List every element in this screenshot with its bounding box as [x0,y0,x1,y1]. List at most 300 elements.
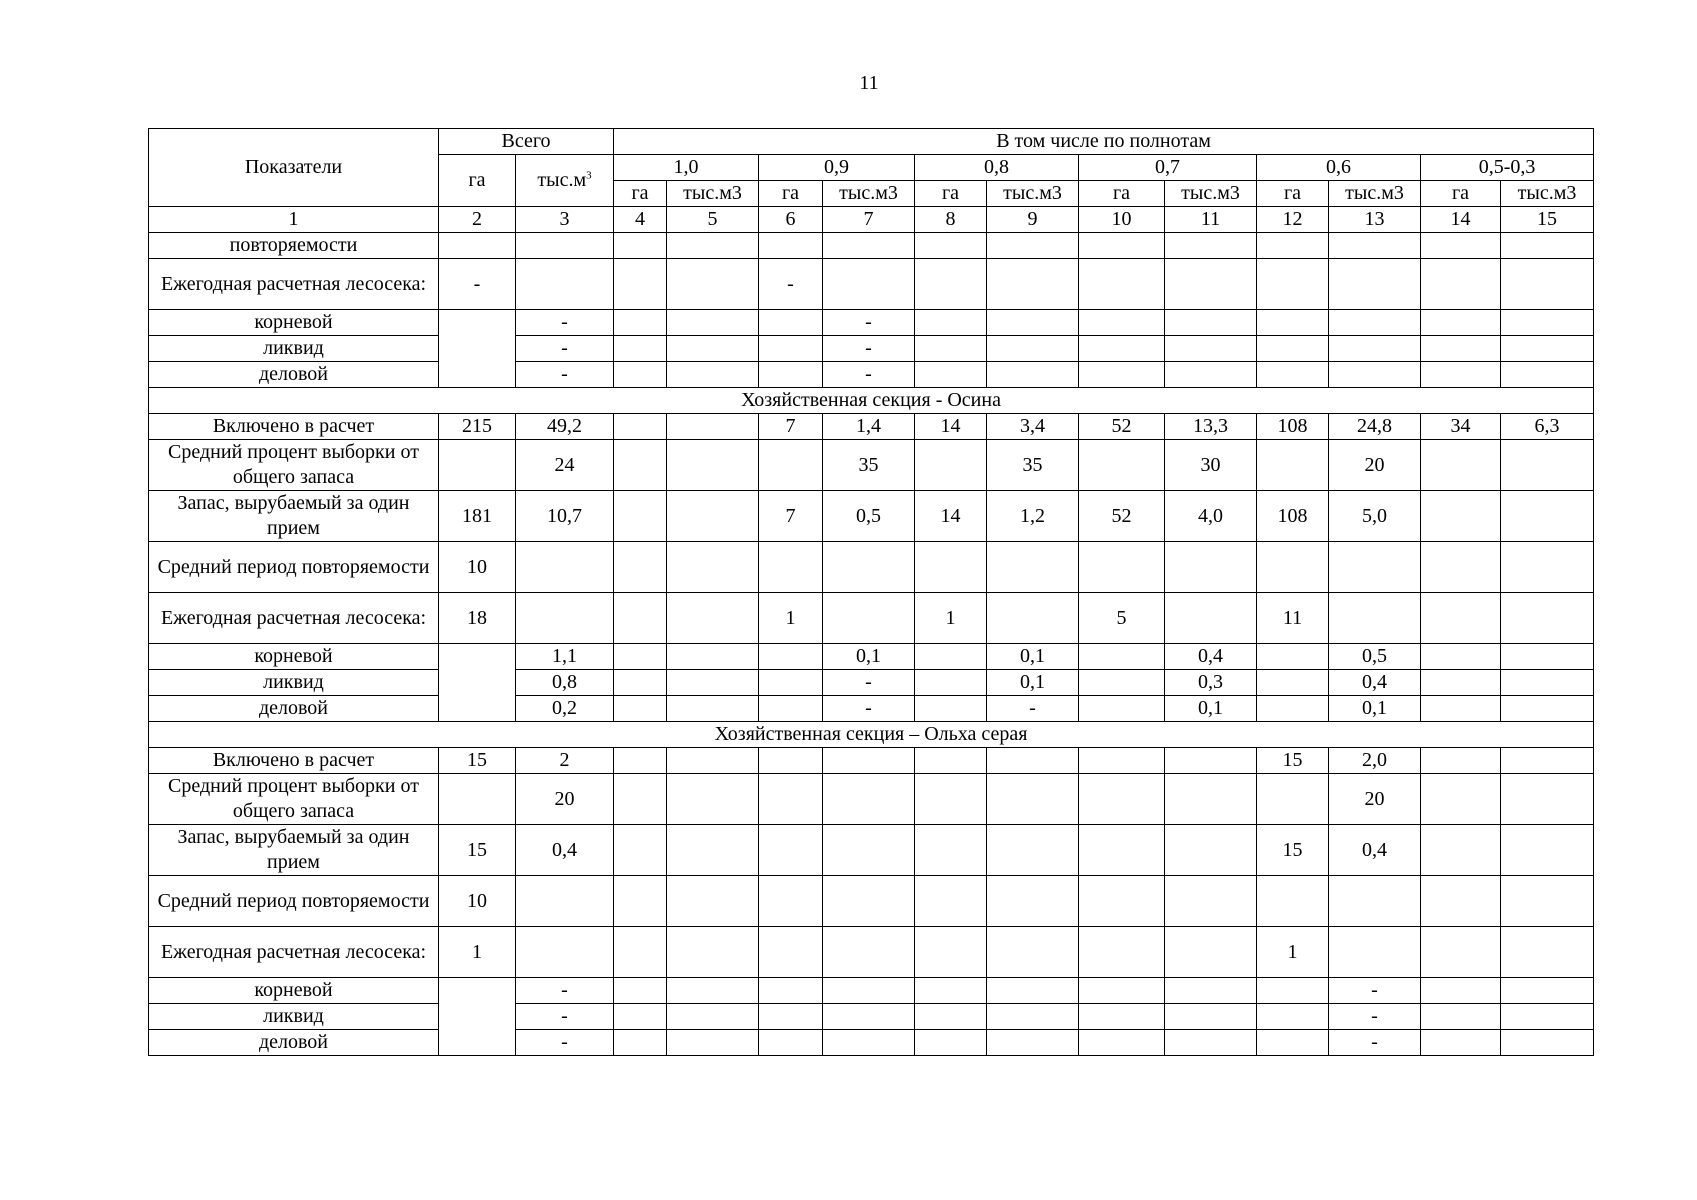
table-cell [1079,542,1165,593]
table-cell [1165,876,1257,927]
table-cell [614,593,667,644]
table-cell [439,440,516,491]
table-cell: - [516,336,614,362]
table-cell [614,696,667,722]
column-number: 8 [915,207,987,233]
table-cell: 0,8 [516,670,614,696]
section-title: Хозяйственная секция - Осина [149,388,1594,414]
table-cell [614,774,667,825]
table-cell: 24,8 [1329,414,1421,440]
table-cell [667,362,759,388]
table-cell [759,542,823,593]
table-cell [1421,259,1501,310]
table-cell [823,233,915,259]
table-cell [667,259,759,310]
table-cell [1421,1030,1501,1056]
table-cell [759,336,823,362]
merged-ha-cell [439,978,516,1056]
table-cell: 0,4 [1165,644,1257,670]
table-cell: - [516,1030,614,1056]
table-cell [915,440,987,491]
table-cell [823,927,915,978]
table-cell [516,233,614,259]
table-cell [915,233,987,259]
table-cell [614,310,667,336]
table-cell: 52 [1079,491,1165,542]
column-number: 6 [759,207,823,233]
table-cell: - [759,259,823,310]
table-cell [1329,336,1421,362]
table-cell: 20 [516,774,614,825]
table-cell [1165,310,1257,336]
table-row [149,593,1594,644]
table-cell [667,748,759,774]
row-label: Средний процент выборки от общего запаса [149,440,439,491]
table-cell: 15 [1257,825,1329,876]
table-cell: 35 [987,440,1079,491]
table-row [149,310,1594,336]
table-cell [1165,825,1257,876]
table-cell [1329,593,1421,644]
table-cell [915,978,987,1004]
column-number: 9 [987,207,1079,233]
table-cell [439,774,516,825]
row-label: ликвид [149,1004,439,1030]
table-cell: 7 [759,414,823,440]
table-cell [987,774,1079,825]
table-cell [1257,696,1329,722]
table-cell: - [516,978,614,1004]
table-cell [1257,336,1329,362]
table-cell [1421,440,1501,491]
table-cell [667,1004,759,1030]
table-cell: 0,3 [1165,670,1257,696]
table-cell: 24 [516,440,614,491]
table-cell [1501,927,1594,978]
table-cell [759,1030,823,1056]
table-cell [1421,1004,1501,1030]
table-cell [823,1030,915,1056]
table-cell: - [823,670,915,696]
table-cell [1165,774,1257,825]
table-cell: 4,0 [1165,491,1257,542]
table-cell [1079,670,1165,696]
table-cell [759,440,823,491]
table-cell [915,259,987,310]
table-cell: - [823,310,915,336]
table-cell: 30 [1165,440,1257,491]
table-cell [614,542,667,593]
table-cell [987,1004,1079,1030]
table-cell [614,440,667,491]
table-cell [1079,774,1165,825]
table-cell [915,1030,987,1056]
table-cell [1079,310,1165,336]
table-cell: 35 [823,440,915,491]
table-cell [1421,876,1501,927]
header-density: 0,5-0,3 [1421,155,1594,181]
table-cell [1079,748,1165,774]
table-cell: - [823,696,915,722]
table-row [149,336,1594,362]
table-cell [667,491,759,542]
row-label: деловой [149,362,439,388]
table-cell [987,233,1079,259]
table-cell [1079,362,1165,388]
table-cell [1079,233,1165,259]
table-cell [1329,876,1421,927]
table-cell [823,542,915,593]
table-cell [614,1030,667,1056]
table-cell [759,978,823,1004]
merged-ha-cell [439,310,516,388]
table-cell: 1,1 [516,644,614,670]
table-cell: - [1329,1030,1421,1056]
table-cell [759,748,823,774]
header-unit-volume: тыс.м3 [987,181,1079,207]
table-cell [1257,644,1329,670]
table-cell [1421,927,1501,978]
header-unit-ha: га [1421,181,1501,207]
table-cell [915,310,987,336]
table-cell [1079,1030,1165,1056]
table-cell [1257,542,1329,593]
table-cell [1501,825,1594,876]
header-unit-ha: га [759,181,823,207]
row-label: ликвид [149,336,439,362]
table-cell [1165,748,1257,774]
table-cell [614,1004,667,1030]
header-unit-ha: га [1079,181,1165,207]
table-cell [1501,696,1594,722]
row-label: Ежегодная расчетная лесосека: [149,593,439,644]
column-number: 3 [516,207,614,233]
column-number: 15 [1501,207,1594,233]
table-row [149,927,1594,978]
table-cell: 108 [1257,414,1329,440]
table-cell [1501,233,1594,259]
table-cell [667,593,759,644]
table-cell: - [439,259,516,310]
table-body [149,233,1594,1056]
table-cell [915,1004,987,1030]
table-cell: 1 [915,593,987,644]
table-cell: 6,3 [1501,414,1594,440]
table-cell [1165,336,1257,362]
table-cell: 13,3 [1165,414,1257,440]
table-cell: - [516,1004,614,1030]
header-unit-volume: тыс.м3 [1501,181,1594,207]
table-cell [614,362,667,388]
table-row [149,233,1594,259]
table-cell [1501,310,1594,336]
table-cell: 2,0 [1329,748,1421,774]
table-cell [915,825,987,876]
table-cell [987,927,1079,978]
table-cell [1421,825,1501,876]
table-cell [667,310,759,336]
column-number: 12 [1257,207,1329,233]
table-cell [667,670,759,696]
table-cell [759,233,823,259]
table-cell: 15 [439,825,516,876]
table-row [149,876,1594,927]
table-cell [1079,825,1165,876]
table-cell [987,876,1079,927]
table-cell [987,542,1079,593]
table-cell [1165,233,1257,259]
table-cell: 1 [759,593,823,644]
table-cell [1079,336,1165,362]
table-row [149,748,1594,774]
table-cell [1079,876,1165,927]
table-cell: 0,1 [823,644,915,670]
table-cell [987,748,1079,774]
section-row [149,388,1594,414]
table-cell: 18 [439,593,516,644]
table-cell [1501,876,1594,927]
table-cell [915,696,987,722]
table-cell [1257,259,1329,310]
table-cell [1421,542,1501,593]
table-cell: 0,1 [1329,696,1421,722]
header-unit-ha: га [614,181,667,207]
table-row [149,644,1594,670]
table-cell: - [516,310,614,336]
row-label: Ежегодная расчетная лесосека: [149,259,439,310]
table-row [149,696,1594,722]
header-density: 0,8 [915,155,1079,181]
column-number: 5 [667,207,759,233]
table-cell: 1,4 [823,414,915,440]
header-unit-ha: га [915,181,987,207]
table-cell: - [823,362,915,388]
header-by-density: В том числе по полнотам [614,129,1594,155]
table-cell [987,593,1079,644]
table-cell [1501,978,1594,1004]
table-cell [1501,644,1594,670]
table-cell [1501,748,1594,774]
table-cell: 3,4 [987,414,1079,440]
table-cell [1329,542,1421,593]
table-row [149,1004,1594,1030]
table-cell: 0,2 [516,696,614,722]
table-cell [1329,259,1421,310]
table-cell [987,978,1079,1004]
row-label: Запас, вырубаемый за один прием [149,825,439,876]
table-cell [614,825,667,876]
table-cell [987,362,1079,388]
table-cell: - [1329,978,1421,1004]
table-cell [759,927,823,978]
header-unit-volume: тыс.м3 [667,181,759,207]
header-density: 0,9 [759,155,915,181]
header-density: 1,0 [614,155,759,181]
table-cell [614,336,667,362]
table-header [149,129,1594,233]
table-cell [1501,542,1594,593]
table-cell [1079,259,1165,310]
table-cell: 108 [1257,491,1329,542]
column-number: 14 [1421,207,1501,233]
column-number: 4 [614,207,667,233]
table-cell: 1 [1257,927,1329,978]
row-label: корневой [149,978,439,1004]
table-cell [1421,670,1501,696]
table-cell [614,748,667,774]
table-cell [667,696,759,722]
table-cell: 0,1 [1165,696,1257,722]
header-column-numbers [149,207,1594,233]
table-cell [823,825,915,876]
table-cell: 10,7 [516,491,614,542]
table-row [149,542,1594,593]
table-row [149,362,1594,388]
table-cell: - [1329,1004,1421,1030]
row-label: деловой [149,1030,439,1056]
table-cell [1421,233,1501,259]
table-cell [1329,362,1421,388]
row-label: ликвид [149,670,439,696]
table-cell [516,259,614,310]
table-cell [667,927,759,978]
table-row [149,825,1594,876]
header-total-ha: га [439,155,516,207]
table-cell [1501,593,1594,644]
table-cell [1421,696,1501,722]
table-cell [1079,440,1165,491]
table-row [149,491,1594,542]
header-total-volume: $тыс.м^3$ [516,155,614,207]
table-row [149,774,1594,825]
table-cell: 0,1 [987,670,1079,696]
table-cell: - [987,696,1079,722]
table-cell [1501,336,1594,362]
table-cell: 52 [1079,414,1165,440]
table-cell [1257,774,1329,825]
table-cell: 0,4 [1329,825,1421,876]
table-cell [987,825,1079,876]
table-cell [915,774,987,825]
table-cell [1421,362,1501,388]
table-cell [516,927,614,978]
table-cell [915,876,987,927]
table-cell [1079,978,1165,1004]
table-cell [1501,259,1594,310]
table-cell [823,774,915,825]
table-cell: 20 [1329,440,1421,491]
table-cell [1501,1030,1594,1056]
table-cell [1165,542,1257,593]
table-cell [1257,876,1329,927]
table-cell [1421,491,1501,542]
row-label: Включено в расчет [149,748,439,774]
table-cell [1165,362,1257,388]
table-cell [1257,978,1329,1004]
table-cell [915,748,987,774]
table-cell [1257,310,1329,336]
header-density: 0,7 [1079,155,1257,181]
table-cell [667,978,759,1004]
column-number: 7 [823,207,915,233]
table-cell [667,336,759,362]
table-cell [1501,1004,1594,1030]
table-cell: 181 [439,491,516,542]
table-row [149,259,1594,310]
table-cell [759,670,823,696]
column-number: 13 [1329,207,1421,233]
table-cell: 10 [439,542,516,593]
table-cell: 49,2 [516,414,614,440]
table-cell: 215 [439,414,516,440]
table-cell [1421,336,1501,362]
table-cell [1501,491,1594,542]
table-cell: 7 [759,491,823,542]
table-cell [759,310,823,336]
table-cell [1421,593,1501,644]
table-cell [1257,670,1329,696]
table-cell [823,978,915,1004]
table-cell [759,876,823,927]
table-cell: 14 [915,414,987,440]
merged-ha-cell [439,644,516,722]
row-label: повторяемости [149,233,439,259]
table-cell [987,336,1079,362]
table-cell [987,259,1079,310]
table-cell: 15 [1257,748,1329,774]
table-cell [516,542,614,593]
table-cell [1165,259,1257,310]
table-cell [1501,670,1594,696]
row-label: корневой [149,310,439,336]
table-cell: 0,5 [1329,644,1421,670]
table-cell [516,593,614,644]
table-cell [1079,696,1165,722]
table-cell [667,414,759,440]
table-cell [667,542,759,593]
table-cell [759,362,823,388]
table-cell [614,670,667,696]
table-cell [759,774,823,825]
forest-allowance-table [148,128,1594,1056]
table-cell [1329,233,1421,259]
table-cell: 15 [439,748,516,774]
table-row [149,978,1594,1004]
table-cell [823,748,915,774]
table-row [149,670,1594,696]
table-cell [915,542,987,593]
table-cell: 2 [516,748,614,774]
table-cell [667,774,759,825]
row-label: корневой [149,644,439,670]
table-cell [667,1030,759,1056]
table-cell [516,876,614,927]
table-cell [667,440,759,491]
row-label: Запас, вырубаемый за один прием [149,491,439,542]
table-cell [915,362,987,388]
row-label: Средний процент выборки от общего запаса [149,774,439,825]
table-cell [1079,927,1165,978]
table-cell [823,1004,915,1030]
table-cell: - [516,362,614,388]
table-cell: 5,0 [1329,491,1421,542]
table-cell [823,593,915,644]
table-cell: 11 [1257,593,1329,644]
table-cell [1165,1030,1257,1056]
header-indicators: Показатели [149,129,439,207]
column-number: 1 [149,207,439,233]
table-cell [1329,927,1421,978]
